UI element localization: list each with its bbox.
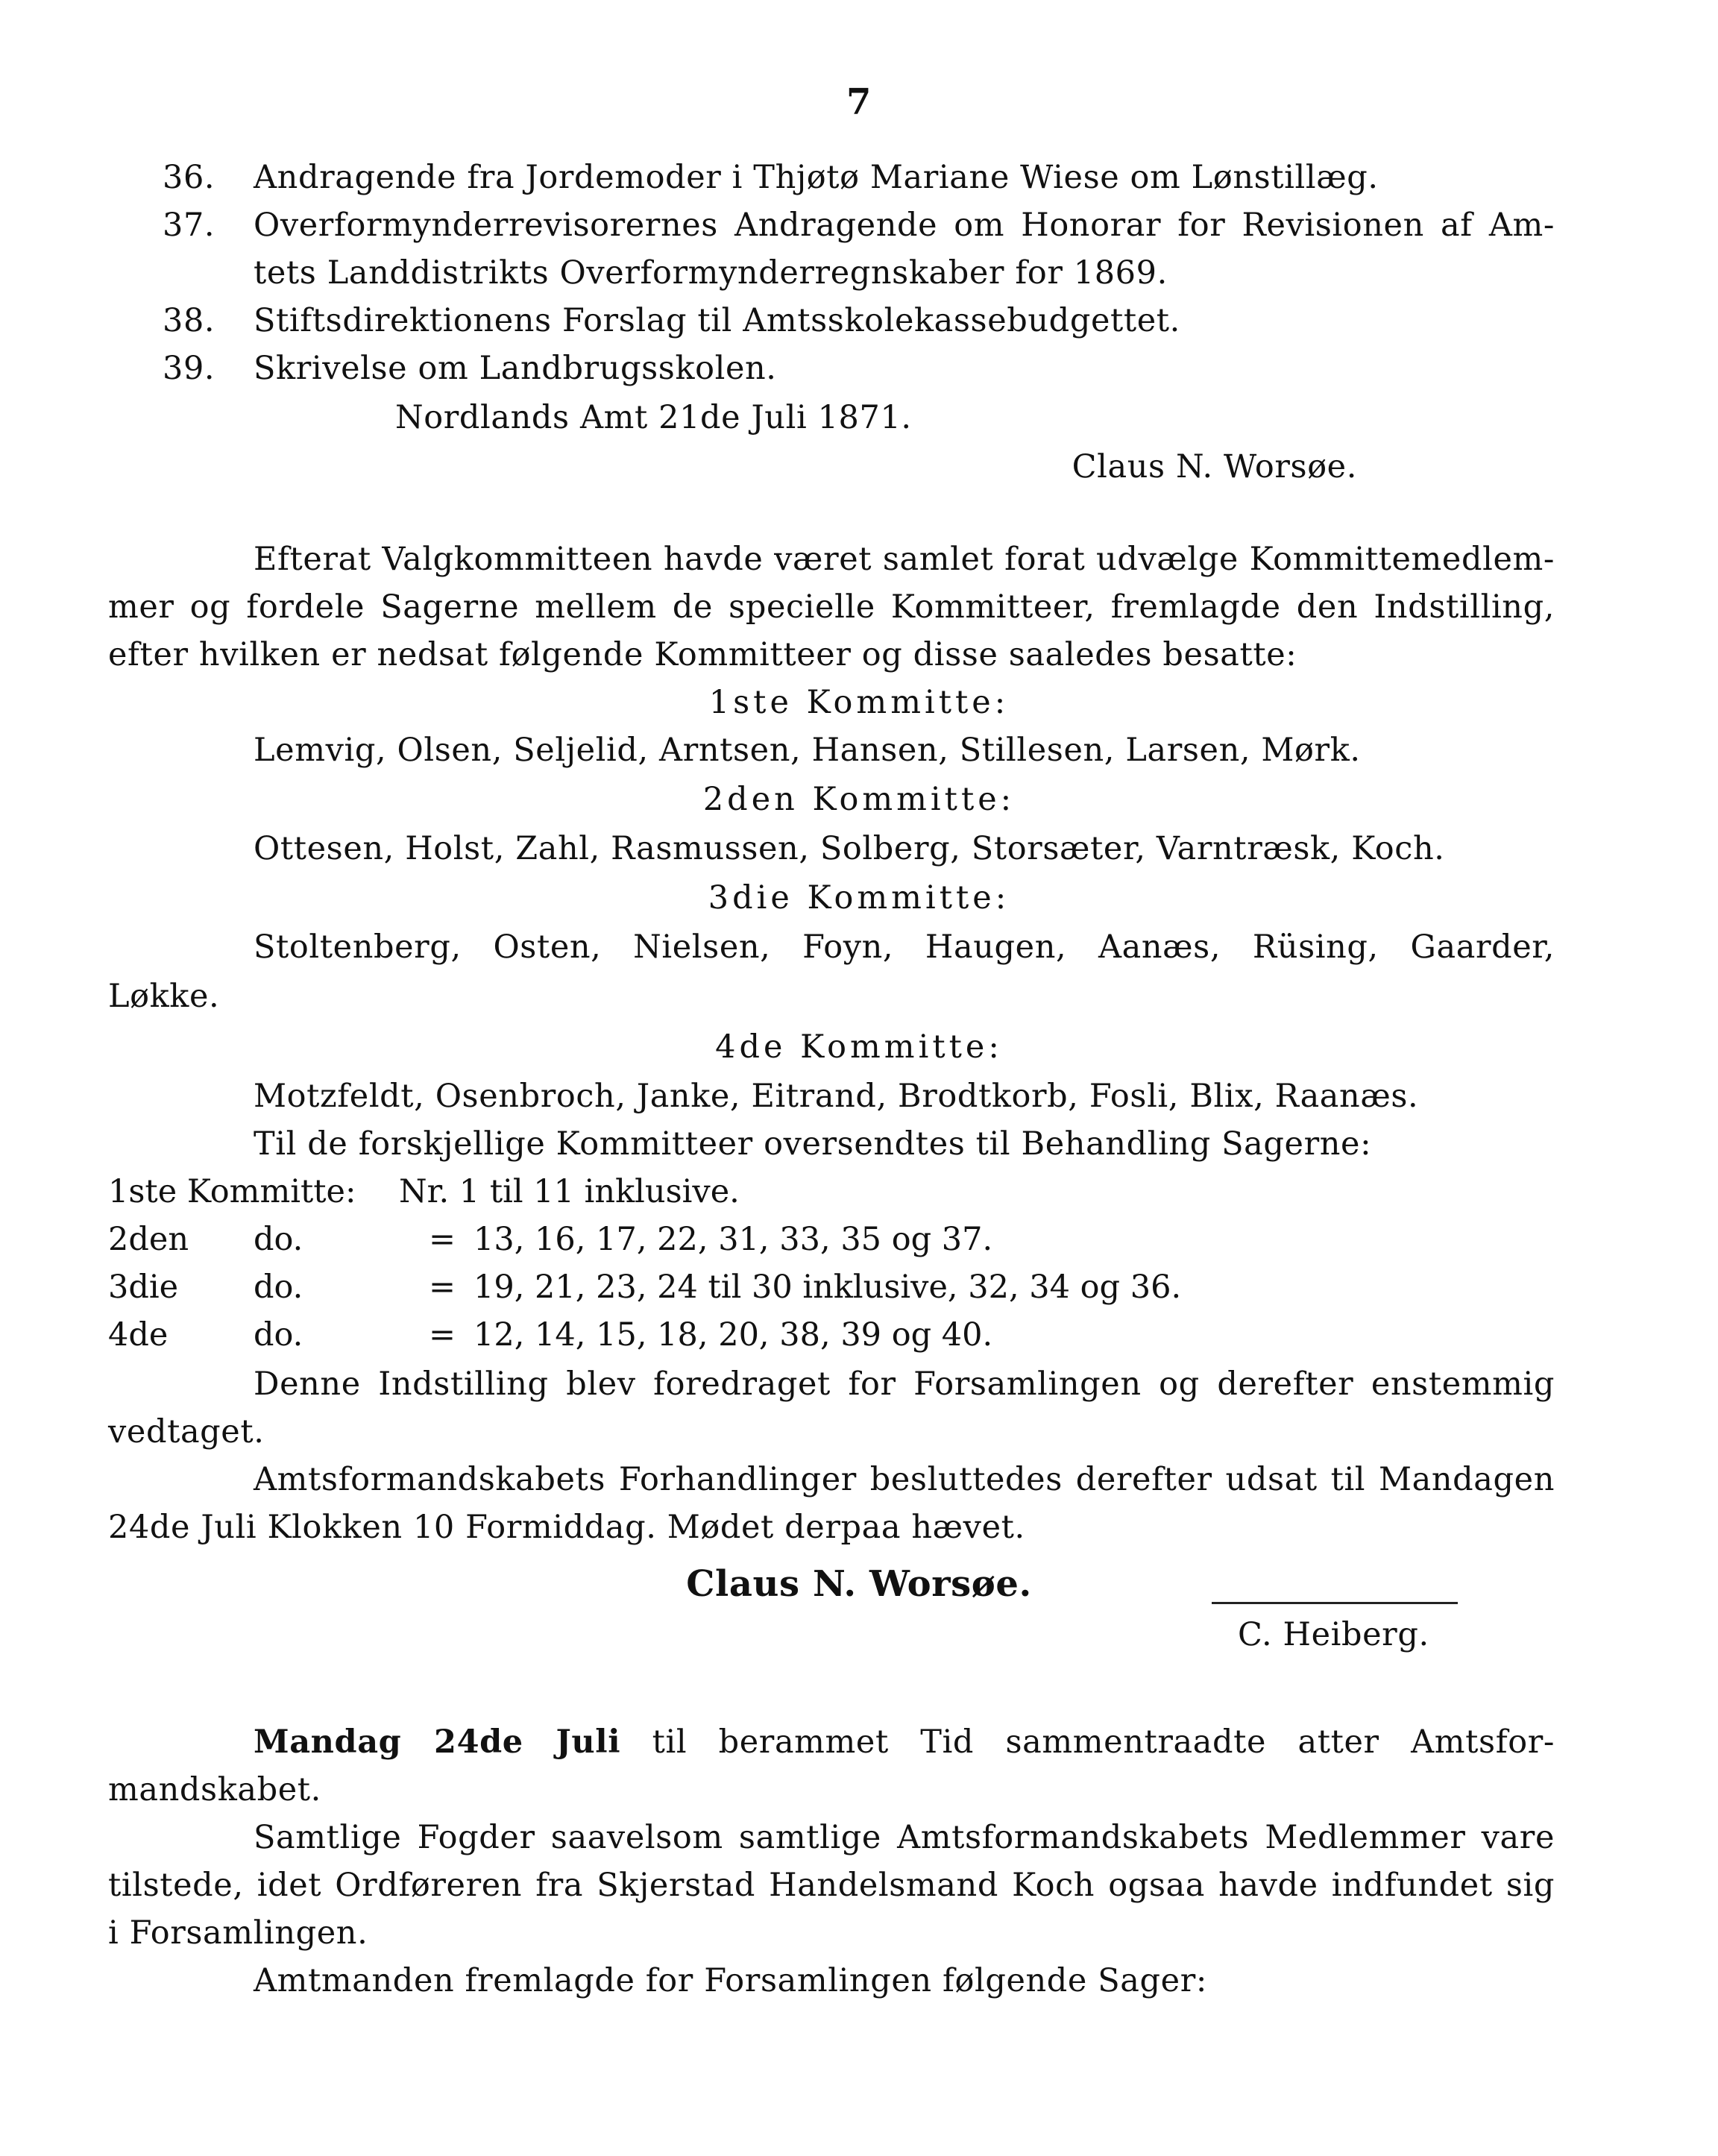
distribution-row-2-mark: = bbox=[429, 1221, 456, 1258]
monday-heading: Mandag 24de Juli bbox=[254, 1723, 621, 1761]
agenda-num-37: 37. bbox=[163, 207, 215, 244]
agenda-text-37-line1: Overformynderrevisorernes Andragende om Honorar for Revisionen af Am- bbox=[254, 207, 1555, 244]
agenda-text-38: Stiftsdirektionens Forslag til Amtsskolekassebudgettet. bbox=[254, 302, 1180, 339]
agenda-text-36: Andragende fra Jordemoder i Thjøtø Mariane Wiese om Lønstillæg. bbox=[254, 159, 1379, 196]
para-committee-line2: mer og fordele Sagerne mellem de specielle Kommitteer, fremlagde den Indstilling, bbox=[108, 588, 1555, 626]
distribution-row-4-ditto: do. bbox=[254, 1316, 303, 1354]
distribution-row-2-ditto: do. bbox=[254, 1221, 303, 1258]
agenda-num-38: 38. bbox=[163, 302, 215, 339]
distribution-row-1-who: 1ste Kommitte: bbox=[108, 1173, 356, 1210]
para-present-line1: Samtlige Fogder saavelsom samtlige Amtsformandskabets Medlemmer vare bbox=[254, 1819, 1555, 1856]
para-monday-text: til berammet Tid sammentraadte atter Amtsfor- bbox=[620, 1723, 1555, 1761]
agenda-num-39: 39. bbox=[163, 350, 215, 387]
distribution-row-4-items: 12, 14, 15, 18, 20, 38, 39 og 40. bbox=[473, 1316, 993, 1354]
para-committee-line3: efter hvilken er nedsat følgende Kommitteer og disse saaledes besatte: bbox=[108, 636, 1297, 673]
para-adopted-line2: vedtaget. bbox=[108, 1413, 265, 1451]
para-adjourn-line1: Amtsformandskabets Forhandlinger besluttedes derefter udsat til Mandagen bbox=[254, 1461, 1555, 1498]
para-last: Amtmanden fremlagde for Forsamlingen følgende Sager: bbox=[254, 1962, 1207, 1999]
committee-1-heading: 1ste Kommitte: bbox=[708, 684, 1010, 721]
agenda-num-36: 36. bbox=[163, 159, 215, 196]
signature-rule bbox=[1212, 1602, 1458, 1604]
place-date: Nordlands Amt 21de Juli 1871. bbox=[395, 399, 912, 436]
distribution-row-2-who: 2den bbox=[108, 1221, 189, 1258]
committee-3-members-line2: Løkke. bbox=[108, 978, 220, 1015]
distribution-row-3-mark: = bbox=[429, 1269, 456, 1306]
committee-2-heading: 2den Kommitte: bbox=[702, 781, 1016, 818]
distribution-row-4-mark: = bbox=[429, 1316, 456, 1354]
signature-worsoe: Claus N. Worsøe. bbox=[1072, 448, 1357, 485]
agenda-text-39: Skrivelse om Landbrugsskolen. bbox=[254, 350, 777, 387]
distribution-intro: Til de forskjellige Kommitteer oversendtes til Behandling Sagerne: bbox=[254, 1125, 1372, 1163]
committee-3-members-line1: Stoltenberg, Osten, Nielsen, Foyn, Haugen, Aanæs, Rüsing, Gaarder, bbox=[254, 928, 1555, 966]
committee-3-heading: 3die Kommitte: bbox=[708, 879, 1010, 917]
para-monday-line1 bbox=[254, 1718, 1555, 1766]
para-present-line2: tilstede, idet Ordføreren fra Skjerstad Handelsmand Koch ogsaa havde indfundet sig bbox=[108, 1867, 1555, 1904]
page-number: 7 bbox=[846, 81, 872, 123]
agenda-text-37-line2: tets Landdistrikts Overformynderregnskaber for 1869. bbox=[254, 254, 1168, 292]
committee-1-members: Lemvig, Olsen, Seljelid, Arntsen, Hansen, Stillesen, Larsen, Mørk. bbox=[254, 732, 1361, 769]
distribution-row-4-who: 4de bbox=[108, 1316, 169, 1354]
committee-4-heading: 4de Kommitte: bbox=[715, 1028, 1003, 1066]
para-monday-line2: mandskabet. bbox=[108, 1771, 321, 1808]
distribution-row-1-items: Nr. 1 til 11 inklusive. bbox=[399, 1173, 740, 1210]
para-adjourn-line2: 24de Juli Klokken 10 Formiddag. Mødet derpaa hævet. bbox=[108, 1509, 1025, 1546]
distribution-row-2-items: 13, 16, 17, 22, 31, 33, 35 og 37. bbox=[473, 1221, 993, 1258]
committee-4-members: Motzfeldt, Osenbroch, Janke, Eitrand, Brodtkorb, Fosli, Blix, Raanæs. bbox=[254, 1078, 1419, 1115]
signature-heiberg: C. Heiberg. bbox=[1238, 1616, 1429, 1653]
committee-2-members: Ottesen, Holst, Zahl, Rasmussen, Solberg, Storsæter, Varntræsk, Koch. bbox=[254, 830, 1445, 867]
distribution-row-3-items: 19, 21, 23, 24 til 30 inklusive, 32, 34 og 36. bbox=[473, 1269, 1182, 1306]
para-committee-line1: Efterat Valgkommitteen havde været samlet forat udvælge Kommittemedlem- bbox=[254, 541, 1555, 578]
para-adopted-line1: Denne Indstilling blev foredraget for Forsamlingen og derefter enstemmig bbox=[254, 1365, 1555, 1403]
para-present-line3: i Forsamlingen. bbox=[108, 1914, 368, 1952]
distribution-row-3-ditto: do. bbox=[254, 1269, 303, 1306]
distribution-row-3-who: 3die bbox=[108, 1269, 179, 1306]
signature-worsoe-bold: Claus N. Worsøe. bbox=[686, 1563, 1032, 1605]
